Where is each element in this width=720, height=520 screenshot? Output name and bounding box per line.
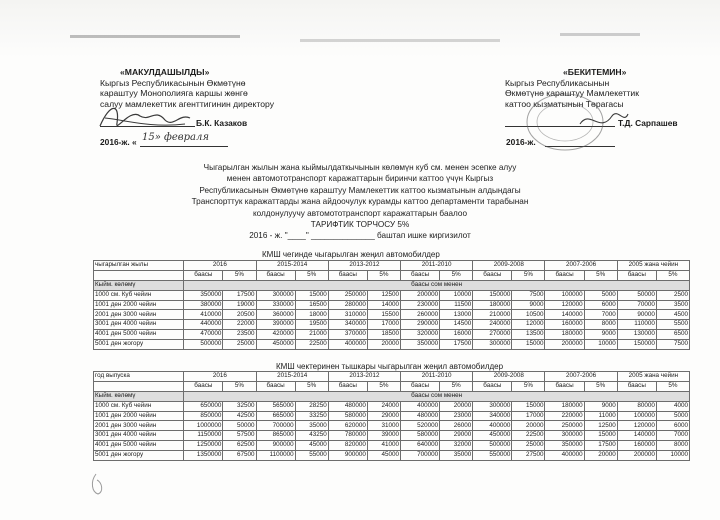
- fee-cell: 35000: [440, 451, 473, 461]
- fee-cell: 14500: [440, 320, 473, 330]
- price-cell: 180000: [545, 330, 584, 340]
- price-cell: 1150000: [184, 431, 223, 441]
- fee-cell: 17500: [223, 290, 256, 300]
- percent-subheader: 5%: [440, 381, 473, 391]
- price-subheader: баасы: [256, 270, 295, 280]
- subheader-row: [94, 270, 690, 280]
- period-header: 2009-2008: [473, 261, 545, 271]
- fee-cell: 32500: [223, 401, 256, 411]
- fee-cell: 32000: [440, 441, 473, 451]
- approval-line-left: караштуу Монополияга каршы жөнгө: [100, 88, 248, 99]
- fee-cell: 3500: [656, 300, 689, 310]
- engine-volume-label: 1000 см. Куб чейин: [94, 290, 184, 300]
- fee-cell: 7500: [512, 290, 545, 300]
- fee-cell: 10000: [440, 290, 473, 300]
- price-cell: 580000: [328, 411, 367, 421]
- fee-cell: 11000: [584, 411, 617, 421]
- price-cell: 210000: [473, 310, 512, 320]
- price-cell: 100000: [617, 411, 656, 421]
- table-row: [94, 431, 690, 441]
- price-cell: 480000: [401, 411, 440, 421]
- price-subheader: баасы: [184, 270, 223, 280]
- price-cell: 180000: [473, 300, 512, 310]
- signature-scribble-left: [95, 98, 195, 138]
- price-cell: 440000: [184, 320, 223, 330]
- approval-line-right: Кыргыз Республикасынын: [505, 77, 610, 88]
- engine-volume-label: 3001 ден 4000 чейин: [94, 320, 184, 330]
- fee-cell: 5000: [656, 411, 689, 421]
- fee-cell: 45000: [367, 451, 400, 461]
- price-cell: 330000: [256, 300, 295, 310]
- price-cell: 280000: [328, 300, 367, 310]
- tariff-table-cis: [93, 260, 690, 350]
- approval-line-right: каттоо кызматынын Төрагасы: [505, 98, 624, 109]
- price-subheader: баасы: [545, 381, 584, 391]
- table-row: [94, 411, 690, 421]
- approval-line-left: салуу мамлекеттик агенттигинин директору: [100, 98, 274, 109]
- fee-cell: 12500: [584, 421, 617, 431]
- fee-cell: 20500: [223, 310, 256, 320]
- price-cell: 150000: [473, 290, 512, 300]
- fee-cell: 10000: [656, 451, 689, 461]
- price-cell: 1250000: [184, 441, 223, 451]
- price-cell: 360000: [256, 310, 295, 320]
- fee-cell: 42500: [223, 411, 256, 421]
- price-cell: 865000: [256, 431, 295, 441]
- price-subheader: баасы: [545, 270, 584, 280]
- table-row: [94, 340, 690, 350]
- signer-name-left: Б.К. Казаков: [196, 118, 248, 128]
- price-cell: 665000: [256, 411, 295, 421]
- price-cell: 200000: [617, 451, 656, 461]
- corner-header: чыгарылган жылы: [94, 261, 184, 271]
- percent-subheader: 5%: [512, 270, 545, 280]
- engine-volume-label: 1001 ден 2000 чейин: [94, 411, 184, 421]
- fee-cell: 9000: [512, 300, 545, 310]
- price-cell: 140000: [545, 310, 584, 320]
- price-cell: 340000: [473, 411, 512, 421]
- fee-cell: 26000: [440, 421, 473, 431]
- engine-volume-label: 5001 ден жогору: [94, 451, 184, 461]
- engine-volume-label: 2001 ден 3000 чейин: [94, 421, 184, 431]
- price-cell: 420000: [256, 330, 295, 340]
- price-cell: 1350000: [184, 451, 223, 461]
- fee-cell: 20000: [512, 421, 545, 431]
- period-header: 2007-2006: [545, 372, 617, 382]
- empty-cell: [94, 381, 184, 391]
- fee-cell: 15000: [584, 431, 617, 441]
- price-cell: 300000: [545, 431, 584, 441]
- fee-cell: 22500: [512, 431, 545, 441]
- date-label-left: 2016-ж. «: [100, 137, 137, 147]
- official-stamp-right: [520, 84, 630, 154]
- fee-cell: 17000: [512, 411, 545, 421]
- price-cell: 200000: [545, 340, 584, 350]
- price-cell: 550000: [473, 451, 512, 461]
- fee-cell: 17000: [367, 320, 400, 330]
- period-header: 2005 жана чейин: [617, 372, 689, 382]
- approval-heading-right: «БЕКИТЕМИН»: [563, 67, 627, 77]
- table-row: [94, 310, 690, 320]
- price-cell: 70000: [617, 300, 656, 310]
- fee-cell: 16500: [295, 300, 328, 310]
- fee-cell: 15000: [295, 290, 328, 300]
- price-cell: 620000: [328, 421, 367, 431]
- price-cell: 120000: [617, 421, 656, 431]
- approval-line-right: Өкмөтүнө караштуу Мамлекеттик: [505, 88, 639, 99]
- period-header: 2016: [184, 372, 256, 382]
- fee-cell: 5500: [656, 320, 689, 330]
- table-row: [94, 300, 690, 310]
- price-cell: 290000: [401, 320, 440, 330]
- period-header: 2007-2006: [545, 261, 617, 271]
- fee-cell: 57500: [223, 431, 256, 441]
- empty-cell: [94, 270, 184, 280]
- title-line: Республикасынын Өкмөтүнө караштуу Мамлекеттик каттоо кызматынын алдындагы: [199, 185, 521, 195]
- price-cell: 350000: [184, 290, 223, 300]
- title-line: 2016 - ж. "____" ______________ баштап ишке киргизилот: [249, 231, 471, 241]
- fee-cell: 13500: [512, 330, 545, 340]
- fee-cell: 6500: [656, 330, 689, 340]
- price-cell: 300000: [473, 340, 512, 350]
- scan-artifact: [560, 33, 640, 36]
- engine-volume-label: 4001 ден 5000 чейин: [94, 330, 184, 340]
- price-cell: 400000: [473, 421, 512, 431]
- title-line: ТАРИФТИК ТОРЧОСУ 5%: [310, 220, 410, 230]
- approval-heading-left: «МАКУЛДАШЫЛДЫ»: [120, 67, 210, 77]
- fee-cell: 41000: [367, 441, 400, 451]
- price-cell: 450000: [256, 340, 295, 350]
- fee-cell: 17500: [584, 441, 617, 451]
- fee-cell: 8000: [656, 441, 689, 451]
- percent-subheader: 5%: [367, 270, 400, 280]
- fee-cell: 23500: [223, 330, 256, 340]
- fee-cell: 12500: [367, 290, 400, 300]
- price-subheader: баасы: [617, 270, 656, 280]
- fee-cell: 4500: [656, 310, 689, 320]
- price-cell: 1100000: [256, 451, 295, 461]
- fee-cell: 12000: [512, 320, 545, 330]
- price-cell: 650000: [184, 401, 223, 411]
- price-cell: 470000: [184, 330, 223, 340]
- percent-subheader: 5%: [223, 270, 256, 280]
- date-label-right: 2016-ж.: [506, 137, 536, 147]
- header-row: [94, 372, 690, 382]
- price-cell: 200000: [401, 290, 440, 300]
- engine-volume-label: 5001 ден жогору: [94, 340, 184, 350]
- price-cell: 450000: [473, 431, 512, 441]
- percent-subheader: 5%: [440, 270, 473, 280]
- fee-cell: 5000: [584, 290, 617, 300]
- price-cell: 1000000: [184, 421, 223, 431]
- fee-cell: 13000: [440, 310, 473, 320]
- price-cell: 400000: [328, 340, 367, 350]
- row-label-header: Кыйм. көлөмү: [94, 280, 184, 290]
- price-cell: 310000: [328, 310, 367, 320]
- percent-subheader: 5%: [584, 270, 617, 280]
- table-row: [94, 421, 690, 431]
- fee-cell: 7500: [656, 340, 689, 350]
- fee-cell: 14000: [367, 300, 400, 310]
- percent-subheader: 5%: [584, 381, 617, 391]
- fee-cell: 22500: [295, 340, 328, 350]
- table-row: [94, 451, 690, 461]
- header-row: [94, 261, 690, 271]
- fee-cell: 18500: [367, 330, 400, 340]
- fee-cell: 45000: [295, 441, 328, 451]
- fee-cell: 11500: [440, 300, 473, 310]
- price-cell: 380000: [184, 300, 223, 310]
- engine-volume-label: 4001 ден 5000 чейин: [94, 441, 184, 451]
- fee-cell: 8000: [584, 320, 617, 330]
- fee-cell: 15000: [512, 340, 545, 350]
- price-cell: 160000: [545, 320, 584, 330]
- date-line-left: [140, 146, 228, 147]
- fee-cell: 33250: [295, 411, 328, 421]
- price-cell: 220000: [545, 411, 584, 421]
- fee-cell: 67500: [223, 451, 256, 461]
- price-cell: 180000: [545, 401, 584, 411]
- percent-subheader: 5%: [367, 381, 400, 391]
- price-cell: 900000: [328, 451, 367, 461]
- unit-band-row: [94, 391, 690, 401]
- title-line: Чыгарылган жылын жана кыймылдаткычынын көлөмүн куб см. менен эсепке алуу: [203, 163, 517, 172]
- fee-cell: 6000: [584, 300, 617, 310]
- row-label-header: Кыйм. көлөмү: [94, 391, 184, 401]
- price-cell: 110000: [617, 320, 656, 330]
- fee-cell: 19500: [295, 320, 328, 330]
- price-cell: 100000: [545, 290, 584, 300]
- price-cell: 80000: [617, 401, 656, 411]
- corner-header: год выпуска: [94, 372, 184, 382]
- fee-cell: 29000: [440, 431, 473, 441]
- fee-cell: 7000: [656, 431, 689, 441]
- scan-artifact: [300, 39, 500, 42]
- price-cell: 350000: [401, 340, 440, 350]
- fee-cell: 39000: [367, 431, 400, 441]
- price-cell: 340000: [328, 320, 367, 330]
- table1-caption: КМШ чегинде чыгарылган жеңил автомобилдер: [262, 250, 440, 259]
- price-cell: 780000: [328, 431, 367, 441]
- fee-cell: 62500: [223, 441, 256, 451]
- table-row: [94, 320, 690, 330]
- percent-subheader: 5%: [295, 270, 328, 280]
- fee-cell: 25000: [512, 441, 545, 451]
- price-cell: 150000: [617, 340, 656, 350]
- percent-subheader: 5%: [656, 381, 689, 391]
- unit-band-row: [94, 280, 690, 290]
- title-line: Транспорттук каражаттарды жана айдоочулук курамды каттоо департаменти тарабынан: [191, 197, 529, 207]
- price-cell: 240000: [473, 320, 512, 330]
- price-cell: 160000: [617, 441, 656, 451]
- price-cell: 270000: [473, 330, 512, 340]
- fee-cell: 50000: [223, 421, 256, 431]
- price-cell: 250000: [545, 421, 584, 431]
- fee-cell: 24000: [367, 401, 400, 411]
- price-cell: 320000: [401, 330, 440, 340]
- fee-cell: 16000: [440, 330, 473, 340]
- fee-cell: 6000: [656, 421, 689, 431]
- table-row: [94, 290, 690, 300]
- price-cell: 850000: [184, 411, 223, 421]
- fee-cell: 17500: [440, 340, 473, 350]
- fee-cell: 23000: [440, 411, 473, 421]
- fee-cell: 20000: [440, 401, 473, 411]
- fee-cell: 22000: [223, 320, 256, 330]
- period-header: 2016: [184, 261, 256, 271]
- price-subheader: баасы: [401, 381, 440, 391]
- percent-subheader: 5%: [512, 381, 545, 391]
- price-cell: 370000: [328, 330, 367, 340]
- scan-shadow: [0, 0, 720, 58]
- price-cell: 140000: [617, 431, 656, 441]
- currency-band: баасы сом менен: [184, 280, 690, 290]
- fee-cell: 21000: [295, 330, 328, 340]
- price-cell: 50000: [617, 290, 656, 300]
- percent-subheader: 5%: [223, 381, 256, 391]
- engine-volume-label: 3001 ден 4000 чейин: [94, 431, 184, 441]
- title-line: колдонулуучу автомототранспорт каражаттарын баалоо: [252, 208, 468, 218]
- price-cell: 250000: [328, 290, 367, 300]
- period-header: 2013-2012: [328, 372, 400, 382]
- price-cell: 230000: [401, 300, 440, 310]
- engine-volume-label: 1000 см. Куб чейин: [94, 401, 184, 411]
- price-cell: 390000: [256, 320, 295, 330]
- fee-cell: 43250: [295, 431, 328, 441]
- price-subheader: баасы: [328, 270, 367, 280]
- subheader-row: [94, 381, 690, 391]
- fee-cell: 28250: [295, 401, 328, 411]
- price-cell: 565000: [256, 401, 295, 411]
- fee-cell: 2500: [656, 290, 689, 300]
- fee-cell: 35000: [295, 421, 328, 431]
- price-cell: 640000: [401, 441, 440, 451]
- table-row: [94, 441, 690, 451]
- price-cell: 260000: [401, 310, 440, 320]
- table-row: [94, 401, 690, 411]
- approval-line-left: Кыргыз Республикасынын Өкмөтүнө: [100, 77, 246, 88]
- price-subheader: баасы: [184, 381, 223, 391]
- fee-cell: 19000: [223, 300, 256, 310]
- fee-cell: 10500: [512, 310, 545, 320]
- currency-band: баасы сом менен: [184, 391, 690, 401]
- price-cell: 500000: [184, 340, 223, 350]
- price-cell: 350000: [545, 441, 584, 451]
- handwritten-date: 15» февраля: [142, 132, 209, 143]
- price-cell: 900000: [256, 441, 295, 451]
- fee-cell: 9000: [584, 401, 617, 411]
- fee-cell: 9000: [584, 330, 617, 340]
- fee-cell: 25000: [223, 340, 256, 350]
- percent-subheader: 5%: [295, 381, 328, 391]
- price-cell: 700000: [256, 421, 295, 431]
- price-cell: 480000: [328, 401, 367, 411]
- price-subheader: баасы: [401, 270, 440, 280]
- period-header: 2015-2014: [256, 261, 328, 271]
- fee-cell: 20000: [584, 451, 617, 461]
- price-subheader: баасы: [617, 381, 656, 391]
- fee-cell: 31000: [367, 421, 400, 431]
- fee-cell: 4000: [656, 401, 689, 411]
- fee-cell: 15000: [512, 401, 545, 411]
- price-subheader: баасы: [473, 381, 512, 391]
- price-subheader: баасы: [256, 381, 295, 391]
- price-cell: 300000: [473, 401, 512, 411]
- fee-cell: 29000: [367, 411, 400, 421]
- engine-volume-label: 1001 ден 2000 чейин: [94, 300, 184, 310]
- fee-cell: 55000: [295, 451, 328, 461]
- percent-subheader: 5%: [656, 270, 689, 280]
- period-header: 2009-2008: [473, 372, 545, 382]
- fee-cell: 20000: [367, 340, 400, 350]
- price-cell: 410000: [184, 310, 223, 320]
- price-cell: 130000: [617, 330, 656, 340]
- price-cell: 580000: [401, 431, 440, 441]
- price-cell: 90000: [617, 310, 656, 320]
- scan-artifact: [70, 35, 240, 38]
- document-title: [170, 162, 550, 242]
- period-header: 2011-2010: [401, 261, 473, 271]
- margin-mark: [88, 470, 108, 500]
- price-subheader: баасы: [473, 270, 512, 280]
- fee-cell: 15500: [367, 310, 400, 320]
- price-cell: 700000: [401, 451, 440, 461]
- title-line: менен автомототранспорт каражаттарын биринчи каттоо үчүн Кыргыз: [226, 174, 494, 184]
- period-header: 2011-2010: [401, 372, 473, 382]
- period-header: 2015-2014: [256, 372, 328, 382]
- tariff-table-non-cis: [93, 371, 690, 461]
- period-header: 2013-2012: [328, 261, 400, 271]
- fee-cell: 7000: [584, 310, 617, 320]
- period-header: 2005 жана чейин: [617, 261, 689, 271]
- price-cell: 520000: [401, 421, 440, 431]
- price-cell: 120000: [545, 300, 584, 310]
- table2-caption: КМШ чектеринен тышкары чыгарылган жеңил автомобилдер: [276, 362, 504, 371]
- price-cell: 400000: [401, 401, 440, 411]
- fee-cell: 18000: [295, 310, 328, 320]
- price-cell: 820000: [328, 441, 367, 451]
- price-cell: 300000: [256, 290, 295, 300]
- signer-name-right: Т.Д. Сарпашев: [618, 118, 678, 128]
- price-cell: 500000: [473, 441, 512, 451]
- fee-cell: 27500: [512, 451, 545, 461]
- table-row: [94, 330, 690, 340]
- price-cell: 400000: [545, 451, 584, 461]
- price-subheader: баасы: [328, 381, 367, 391]
- engine-volume-label: 2001 ден 3000 чейин: [94, 310, 184, 320]
- fee-cell: 10000: [584, 340, 617, 350]
